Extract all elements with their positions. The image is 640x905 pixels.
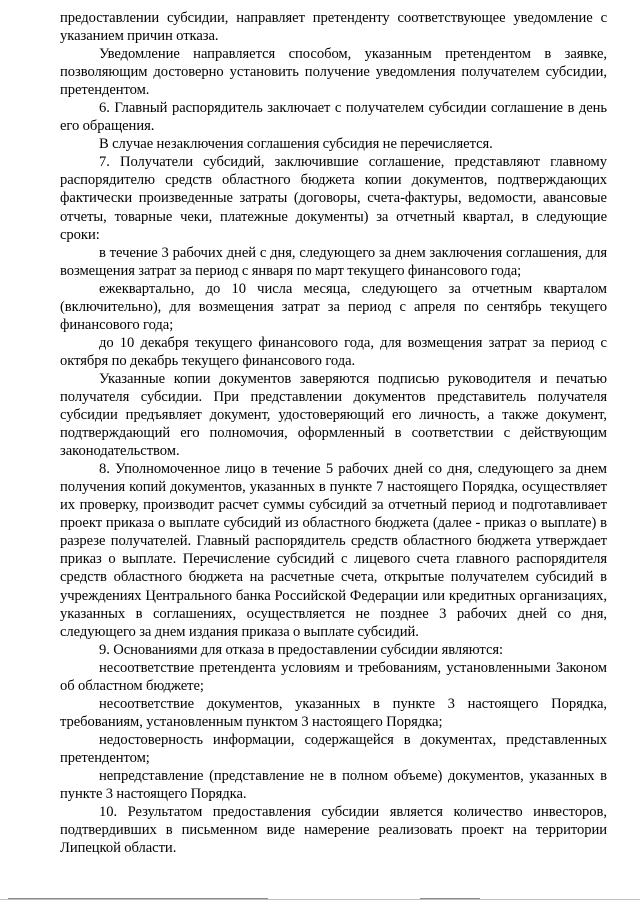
paragraph-8: 8. Уполномоченное лицо в течение 5 рабочих дней со дня, следующего за днем получения копий документов, указанных в пункте 7 настоящего Порядка, осуществляет их проверку, производит расчет суммы субсидий за отчетный период и подготавливает проект приказа о выплате субсидий из областного бюджета (далее - приказ о выплате) в разрезе получателей. Главный распорядитель средств областного бюджета утверждает приказ о выплате. Перечисление субсидий с лицевого счета главного распорядителя средств областного бюджета на расчетные счета, открытые получателем субсидий в учреждениях Центрального банка Российской Федерации или кредитных организациях, указанных в соглашениях, осуществляется не позднее 3 рабочих дней со дня, следующего за днем издания приказа о выплате субсидий.: [60, 461, 607, 640]
paragraph-9-reason-1: несоответствие претендента условиям и требованиям, установленными Законом об областном бюджете;: [60, 659, 607, 694]
paragraph-continuation: предоставлении субсидии, направляет претенденту соответствующее уведомление с указанием причин отказа.: [60, 10, 607, 45]
paragraph-7-term-1: в течение 3 рабочих дней с дня, следующего за днем заключения соглашения, для возмещения затрат за период с января по март текущего финансового года;: [60, 244, 607, 279]
paragraph-9-reason-4: непредставление (представление не в полном объеме) документов, указанных в пункте 3 настоящего Порядка.: [60, 767, 607, 803]
paragraph-10: 10. Результатом предоставления субсидии является количество инвесторов, подтвердивших в письменном виде намерение реализовать проект на территории Липецкой области.: [60, 804, 607, 857]
document-body: [60, 9, 607, 857]
paragraph-9-reason-2: несоответствие документов, указанных в пункте 3 настоящего Порядка, требованиям, установленным пунктом 3 настоящего Порядка;: [60, 695, 607, 730]
paragraph-6-no-agreement: В случае незаключения соглашения субсидия не перечисляется.: [99, 136, 493, 153]
scan-bottom-edge-mark-left: [8, 898, 268, 899]
paragraph-notification-method: Уведомление направляется способом, указанным претендентом в заявке, позволяющим достоверно установить получение уведомления получателем субсидии, претендентом.: [60, 46, 607, 99]
paragraph-7-term-3: до 10 декабря текущего финансового года, для возмещения затрат за период с октября по декабрь текущего финансового года.: [60, 334, 607, 369]
paragraph-6: 6. Главный распорядитель заключает с получателем субсидии соглашение в день его обращения.: [60, 100, 607, 135]
paragraph-7-certification: Указанные копии документов заверяются подписью руководителя и печатью получателя субсидии. При представлении документов представитель получателя субсидии предъявляет документ, удостоверяющий его личность, а также документ, подтверждающий его полномочия, оформленный в соответствии с действующим законодательством.: [60, 370, 607, 460]
paragraph-7: 7. Получатели субсидий, заключившие соглашение, представляют главному распорядителю средств областного бюджета копии документов, подтверждающих фактически произведенные затраты (договоры, счета-фактуры, ведомости, авансовые отчеты, товарные чеки, платежные документы) за отчетный квартал, в следующие сроки:: [60, 154, 607, 243]
paragraph-9: 9. Основаниями для отказа в предоставлении субсидии являются:: [99, 641, 504, 658]
scan-bottom-edge: [0, 899, 640, 900]
paragraph-9-reason-3: недостоверность информации, содержащейся в документах, представленных претендентом;: [60, 731, 607, 766]
scan-bottom-edge-mark-right: [420, 898, 480, 899]
paragraph-7-term-2: ежеквартально, до 10 числа месяца, следующего за отчетным кварталом (включительно), для возмещения затрат за период с апреля по сентябрь текущего финансового года;: [60, 280, 607, 333]
